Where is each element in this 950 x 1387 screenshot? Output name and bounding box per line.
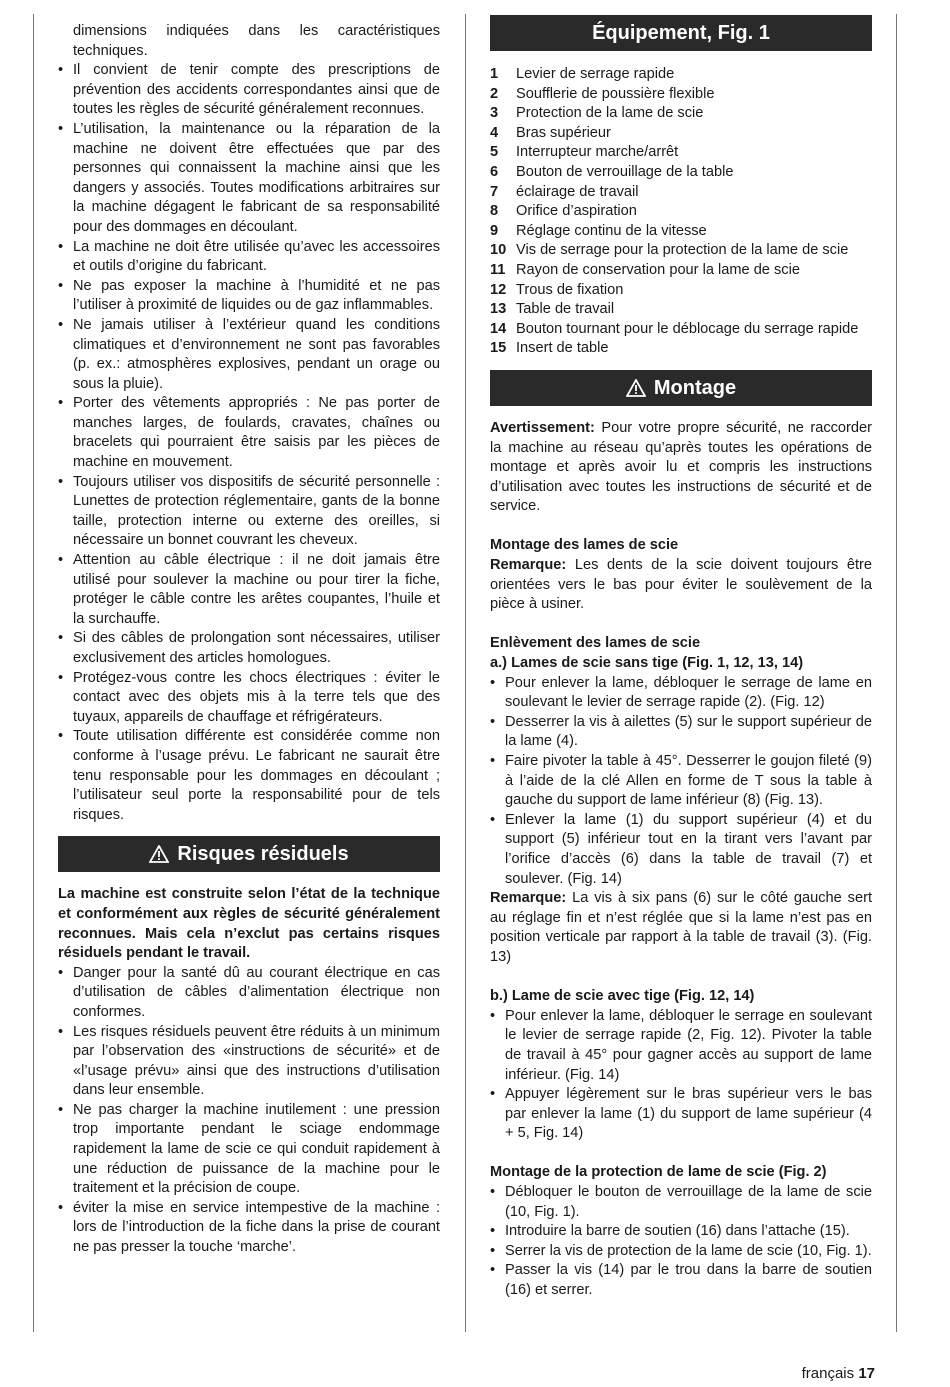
montage-title: Montage	[653, 376, 737, 399]
equipement-item	[490, 320, 872, 340]
equipement-item	[490, 202, 872, 222]
equipement-item-label: Bouton tournant pour le déblocage du serrage rapide	[516, 320, 859, 337]
bullets-a-list	[490, 674, 872, 890]
step-bullet: • Enlever la lame (1) du support supérieur (4) et du support (5) inférieur tout en la tirant vers l’avant par l’orifice d’accès (6) dans la table de travail (7) et soulever. (Fig. 14)	[490, 811, 872, 889]
avertissement-label: Avertissement:	[490, 419, 595, 436]
risques-intro: La machine est construite selon l’état de la technique et conformément aux règles de sécurité généralement reconnues. Mais cela n’exclut pas certains risques résiduels pendant le travail.	[58, 886, 440, 962]
step-bullet: • Passer la vis (14) par le trou dans la barre de soutien (16) et serrer.	[490, 1261, 872, 1300]
equipement-item-label: Levier de serrage rapide	[516, 66, 675, 82]
risques-title: Risques résiduels	[177, 843, 349, 866]
remarque-label: Remarque:	[490, 557, 567, 574]
footer-language: français	[801, 1365, 855, 1382]
equipement-item-number: 10	[490, 242, 507, 259]
equipement-item	[490, 65, 872, 85]
equipement-item	[490, 241, 872, 261]
equipement-item-label: Vis de serrage pour la protection de la lame de scie	[516, 242, 849, 259]
step-bullet: • Débloquer le bouton de verrouillage de la lame de scie (10, Fig. 1).	[490, 1183, 872, 1222]
equipement-item	[490, 222, 872, 242]
equipement-item-number: 14	[490, 320, 507, 337]
equipement-item-label: Insert de table	[516, 340, 609, 357]
lames-title: Montage des lames de scie	[490, 537, 679, 554]
equipement-item-number: 7	[490, 183, 499, 200]
safety-bullet: • Si des câbles de prolongation sont nécessaires, utiliser exclusivement des articles homologues.	[58, 629, 440, 668]
risques-bullet-list	[58, 964, 440, 1258]
warning-icon	[626, 373, 646, 409]
safety-bullet: • Protégez-vous contre les chocs électriques : éviter le contact avec des objets mis à la terre tels que des tuyaux, appareils de chauffage et réfrigérateurs.	[58, 669, 440, 728]
risque-bullet: • Ne pas charger la machine inutilement : une pression trop importante pendant le sciage endommage rapidement la lame de scie ce qui conduit rapidement à une réduction de puissance de la machine pour le traitement et la précision de coupe.	[58, 1101, 440, 1199]
equipement-item	[490, 183, 872, 203]
step-bullet: • Desserrer la vis à ailettes (5) sur le support supérieur de la lame (4).	[490, 713, 872, 752]
column-divider	[465, 14, 466, 1332]
montage-heading	[490, 370, 872, 406]
equipement-item-label: Soufflerie de poussière flexible	[516, 85, 715, 102]
remarque2-text: La vis à six pans (6) sur le côté gauche sert au réglage fin et n’est réglée que si la lame n’est pas en position verticale par rapport à la table de travail (3). (Fig. 13)	[490, 890, 872, 965]
equipement-item	[490, 281, 872, 301]
equipement-item-label: Interrupteur marche/arrêt	[516, 144, 679, 161]
remarque2-label: Remarque:	[490, 890, 567, 907]
equipement-item-number: 15	[490, 340, 507, 357]
equipement-item	[490, 143, 872, 163]
equipement-item-label: Réglage continu de la vitesse	[516, 222, 707, 239]
risques-heading	[58, 836, 440, 872]
equipement-item-number: 4	[490, 124, 499, 141]
equipement-item-label: Bras supérieur	[516, 124, 611, 141]
bullets-b-list	[490, 1007, 872, 1144]
enlevement-title: Enlèvement des lames de scie	[490, 635, 701, 652]
page-number: 17	[858, 1365, 875, 1382]
equipement-item	[490, 124, 872, 144]
equipement-item-label: Orifice d’aspiration	[516, 203, 637, 220]
safety-bullet: • Toute utilisation différente est considérée comme non conforme à l’usage prévu. Le fabricant ne saurait être tenu responsable pour les dommages en découlant ; l’utilisateur seul porte la responsabilité pour de tels risques.	[58, 727, 440, 825]
equipement-item-number: 11	[490, 261, 506, 278]
step-bullet: • Serrer la vis de protection de la lame de scie (10, Fig. 1).	[490, 1242, 872, 1262]
left-column	[58, 22, 440, 1258]
risque-bullet: • éviter la mise en service intempestive de la machine : lors de l’introduction de la fiche dans la prise de courant ne pas presser la touche ‘marche’.	[58, 1199, 440, 1258]
remarque-text: Les dents de la scie doivent toujours être orientées vers le bas pour éviter le soulèvement de la pièce à usiner.	[490, 557, 872, 613]
equipement-item	[490, 261, 872, 281]
continued-text: dimensions indiquées dans les caractéristiques techniques.	[73, 23, 440, 59]
equipement-item-number: 5	[490, 144, 499, 161]
left-margin-rule	[33, 14, 34, 1332]
equipement-item-label: Protection de la lame de scie	[516, 105, 704, 122]
equipement-item-label: Rayon de conservation pour la lame de scie	[516, 261, 800, 278]
equipement-item	[490, 104, 872, 124]
remarque-para	[490, 556, 872, 615]
step-bullet: • Faire pivoter la table à 45°. Desserrer le goujon fileté (9) à l’aide de la clé Allen en forme de T sous la table à gauche du support de lame inférieur (8) (Fig. 13).	[490, 752, 872, 811]
right-margin-rule	[896, 14, 897, 1332]
equipement-item	[490, 300, 872, 320]
safety-bullet: • La machine ne doit être utilisée qu’avec les accessoires et outils d’origine du fabricant.	[58, 238, 440, 277]
step-bullet: • Pour enlever la lame, débloquer le serrage de lame en soulevant le levier de serrage rapide (2). (Fig. 12)	[490, 674, 872, 713]
warning-icon	[149, 839, 169, 875]
equipement-item-number: 1	[490, 66, 499, 82]
equipement-item-number: 12	[490, 281, 507, 298]
equipement-item-number: 9	[490, 222, 499, 239]
equipement-item-label: éclairage de travail	[516, 183, 639, 200]
equipement-item-number: 2	[490, 85, 499, 102]
equipement-heading	[490, 15, 872, 51]
equipement-item-label: Table de travail	[516, 301, 615, 318]
page-footer	[802, 1365, 875, 1382]
safety-bullet: • Ne pas exposer la machine à l’humidité et ne pas l’utiliser à proximité de liquides ou de gaz inflammables.	[58, 277, 440, 316]
avertissement-text: Pour votre propre sécurité, ne raccorder la machine au réseau qu’après toutes les opérations de montage et après avoir lu et compris les instructions d’utilisation avec toutes les instructions de sécurité et de service.	[490, 419, 872, 515]
risque-bullet: • Les risques résiduels peuvent être réduits à un minimum par l’observation des «instructions de sécurité» et de «l’usage prévu» ainsi que des instructions d’utilisation dans leur ensemble.	[58, 1023, 440, 1101]
equipement-item-number: 3	[490, 105, 499, 122]
safety-bullet: • L’utilisation, la maintenance ou la réparation de la machine ne doivent être effectuées que par des personnes qui connaissent la machine ainsi que les dangers y associés. Toutes modifications arbitraires sur la machine dégagent le fabricant de sa responsabilité pour des dommages en découlant.	[58, 120, 440, 238]
equipement-item	[490, 163, 872, 183]
equipement-item-number: 6	[490, 163, 499, 180]
safety-bullet: • Toujours utiliser vos dispositifs de sécurité personnelle : Lunettes de protection réglementaire, gants de la bonne taille, protection interne ou externe des oreilles, si nécessaire un bonnet couvrant les cheveux.	[58, 473, 440, 551]
risque-bullet: • Danger pour la santé dû au courant électrique en cas d’utilisation de câbles d’alimentation électrique non conformes.	[58, 964, 440, 1023]
safety-bullet: • Attention au câble électrique : il ne doit jamais être utilisé pour soulever la machine ou pour tirer la fiche, protéger le câble contre les arêtes coupantes, l’huile et la surchauffe.	[58, 551, 440, 629]
safety-bullet: • Ne jamais utiliser à l’extérieur quand les conditions climatiques et d’environnement ne sont pas favorables (p. ex.: atmosphères explosives, pendant un orage ou sous la pluie).	[58, 316, 440, 394]
safety-bullet: • Porter des vêtements appropriés : Ne pas porter de manches larges, de foulards, cravates, chaînes ou bracelets qui pourraient être saisis par les pièces de machine en mouvement.	[58, 394, 440, 472]
avertissement-para	[490, 419, 872, 517]
equipement-item	[490, 85, 872, 105]
step-bullet: • Introduire la barre de soutien (16) dans l’attache (15).	[490, 1222, 872, 1242]
safety-bullet-list	[58, 61, 440, 825]
safety-bullet: • Il convient de tenir compte des prescriptions de prévention des accidents correspondantes ainsi que de toutes les règles de sécurité généralement reconnues.	[58, 61, 440, 120]
remarque2-para	[490, 889, 872, 967]
bullets-c-list	[490, 1183, 872, 1301]
protection-title: Montage de la protection de lame de scie (Fig. 2)	[490, 1164, 827, 1181]
subsection-a-title: a.) Lames de scie sans tige (Fig. 1, 12, 13, 14)	[490, 655, 804, 672]
equipement-item-label: Bouton de verrouillage de la table	[516, 163, 734, 180]
step-bullet: • Appuyer légèrement sur le bras supérieur vers le bas par enlever la lame (1) du support de lame supérieur (4 + 5, Fig. 14)	[490, 1085, 872, 1144]
equipement-list	[490, 65, 872, 359]
equipement-item	[490, 339, 872, 359]
equipement-item-number: 8	[490, 203, 499, 220]
equipement-title: Équipement, Fig. 1	[592, 22, 770, 44]
equipement-item-number: 13	[490, 301, 507, 318]
right-column	[490, 15, 872, 1301]
equipement-item-label: Trous de fixation	[516, 281, 624, 298]
subsection-b-title: b.) Lame de scie avec tige (Fig. 12, 14)	[490, 988, 755, 1005]
step-bullet: • Pour enlever la lame, débloquer le serrage en soulevant le levier de serrage rapide (2, Fig. 12). Pivoter la table de travail à 45° pour gagner accès au support de lame inférieur. (Fig. 14)	[490, 1007, 872, 1085]
